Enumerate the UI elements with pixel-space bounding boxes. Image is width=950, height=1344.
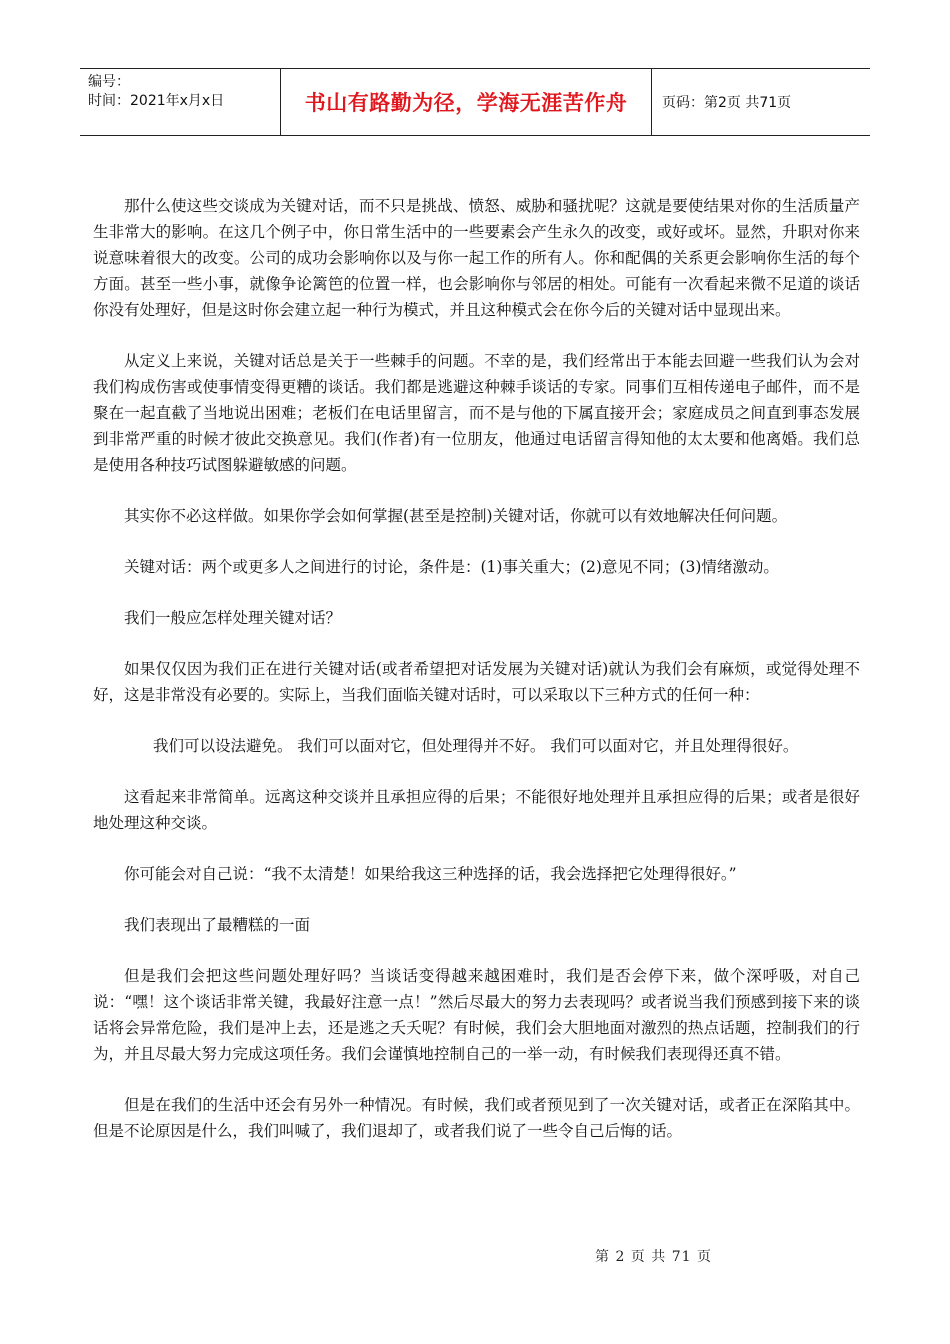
paragraph: 那什么使这些交谈成为关键对话，而不只是挑战、愤怒、威胁和骚扰呢？这就是要使结果对你的生活质量产生非常大的影响。在这几个例子中，你日常生活中的一些要素会产生永久的改变，或好或坏。显然，升职对你来说意味着很大的改变。公司的成功会影响你以及与你一起工作的所有人。你和配偶的关系更会影响你生活的每个方面。甚至一些小事，就像争论篱笆的位置一样，也会影响你与邻居的相处。可能有一次看起来微不足道的谈话你没有处理好，但是这时你会建立起一种行为模式，并且这种模式会在你今后的关键对话中显现出来。 (93, 197, 860, 319)
date-label: 时间：2021年x月x日 (88, 93, 225, 109)
page-header (80, 68, 870, 136)
header-motto: 书山有路勤为径，学海无涯苦作舟 (280, 69, 652, 135)
document-body (93, 193, 860, 1144)
paragraph: 从定义上来说，关键对话总是关于一些棘手的问题。不幸的是，我们经常出于本能去回避一些我们认为会对我们构成伤害或使事情变得更糟的谈话。我们都是逃避这种棘手谈话的专家。同事们互相传递电子邮件，而不是聚在一起直截了当地说出困难；老板们在电话里留言，而不是与他的下属直接开会；家庭成员之间直到事态发展到非常严重的时候才彼此交换意见。我们(作者)有一位朋友，他通过电话留言得知他的太太要和他离婚。我们总是使用各种技巧试图躲避敏感的问题。 (93, 352, 860, 474)
definition-paragraph: 关键对话：两个或更多人之间进行的讨论，条件是：(1)事关重大；(2)意见不同；(3)情绪激动。 (124, 558, 779, 576)
header-page-info: 页码：第2页 共71页 (662, 95, 792, 111)
paragraph: 但是在我们的生活中还会有另外一种情况。有时候，我们或者预见到了一次关键对话，或者正在深陷其中。但是不论原因是什么，我们叫喊了，我们退却了，或者我们说了一些令自己后悔的话。 (93, 1096, 860, 1140)
paragraph: 但是我们会把这些问题处理好吗？当谈话变得越来越困难时，我们是否会停下来，做个深呼吸，对自己说：“嘿！这个谈话非常关键，我最好注意一点！”然后尽最大的努力去表现吗？或者说当我们预感到接下来的谈话将会异常危险，我们是冲上去，还是逃之夭夭呢？有时候，我们会大胆地面对激烈的热点话题，控制我们的行为，并且尽最大努力完成这项任务。我们会谨慎地控制自己的一举一动，有时候我们表现得还真不错。 (93, 967, 860, 1063)
serial-number-label: 编号： (88, 74, 130, 90)
header-meta (80, 69, 280, 135)
section-question: 我们一般应怎样处理关键对话？ (124, 609, 342, 627)
paragraph: 这看起来非常简单。远离这种交谈并且承担应得的后果；不能很好地处理并且承担应得的后果；或者是很好地处理这种交谈。 (93, 788, 860, 832)
section-heading: 我们表现出了最糟糕的一面 (124, 916, 311, 934)
options-paragraph: 我们可以设法避免。 我们可以面对它，但处理得并不好。 我们可以面对它，并且处理得很好。 (153, 737, 799, 755)
paragraph: 如果仅仅因为我们正在进行关键对话(或者希望把对话发展为关键对话)就认为我们会有麻烦，或觉得处理不好，这是非常没有必要的。实际上，当我们面临关键对话时，可以采取以下三种方式的任何一种： (93, 660, 860, 704)
paragraph: 其实你不必这样做。如果你学会如何掌握(甚至是控制)关键对话，你就可以有效地解决任何问题。 (124, 507, 788, 525)
quote-paragraph: 你可能会对自己说：“我不太清楚！如果给我这三种选择的话，我会选择把它处理得很好。” (124, 865, 737, 883)
page-footer: 第 2 页 共 71 页 (595, 1249, 712, 1265)
